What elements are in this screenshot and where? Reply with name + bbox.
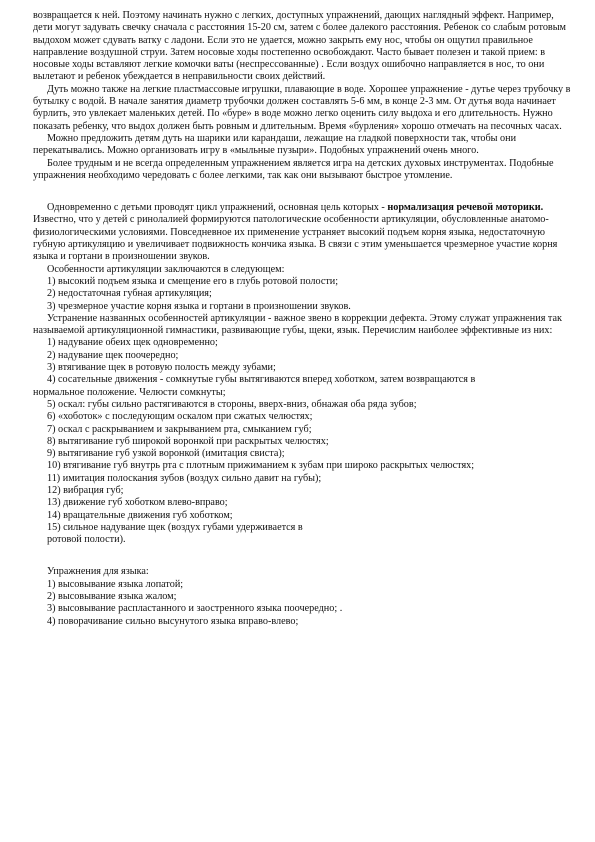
feature-item: 2) недостаточная губная артикуляция;	[47, 288, 212, 300]
exercise-item: 15) сильное надувание щек (воздух губами удерживается в	[47, 521, 303, 533]
paragraph-blowing-toys: Дуть можно также на легкие пластмассовые игрушки, плавающие в воде. Хорошее упражнение - дутье через трубочку в бутылку с водой. В начале занятия диаметр трубочки должен составлять 5-6 мм, в конце 2-3 мм. От дутья вода начинает бурлить, это увлекает маленьких детей. По «буре» в воде можно легко оценить силу выдоха и его длительность. Нужно показать ребенку, что выдох должен быть ровным и длительным. Время «бурления» хорошо отмечать на песочных часах.	[33, 83, 571, 132]
exercise-item: 8) вытягивание губ широкой воронкой при раскрытых челюстях;	[47, 435, 329, 447]
tongue-item: 3) высовывание распластанного и заостренного языка поочередно; .	[47, 603, 343, 615]
exercise-item: 13) движение губ хоботком влево-вправо;	[47, 497, 228, 509]
tongue-item: 1) высовывание языка лопатой;	[47, 578, 184, 590]
paragraph-breath-intro: возвращается к ней. Поэтому начинать нужно с легких, доступных упражнений, дающих наглядный эффект. Например, дети могут задувать свечку сначала с расстояния 15-20 см, затем с более далекого расстояния. Ребенок со слабым ротовым выдохом может сдувать ватку с ладони. Если это не удается, можно закрыть ему нос, чтобы он ощутил правильное направление воздушной струи. Затем носовые ходы постепенно освобождают. Часто бывает полезен и такой прием: в носовые ходы вставляют легкие комочки ваты (неспрессованные) . Если воздух ошибочно направляется в нос, то они вылетают и ребенок убеждается в неправильности своих действий.	[33, 10, 567, 83]
paragraph-wind-instruments: Более трудным и не всегда определенным упражнением является игра на детских духовых инструментах. Подобные упражнения необходимо чередовать с более легкими, так как они вызывают быстрое утомление.	[33, 157, 554, 181]
exercise-item-continuation: нормальное положение. Челюсти сомкнуты;	[33, 386, 226, 398]
speech-motor-lead: Одновременно с детьми проводят цикл упражнений, основная цель которых -	[47, 202, 388, 214]
exercise-item: 10) втягивание губ внутрь рта с плотным прижиманием к зубам при широко раскрытых челюстях;	[47, 460, 475, 472]
exercise-item: 5) оскал: губы сильно растягиваются в стороны, вверх-вниз, обнажая оба ряда зубов;	[47, 398, 417, 410]
document-page	[33, 10, 573, 628]
spacer	[33, 182, 573, 202]
exercise-item: 14) вращательные движения губ хоботком;	[47, 509, 233, 521]
feature-item: 1) высокий подъем языка и смещение его в глубь ротовой полости;	[47, 275, 339, 287]
tongue-item: 2) высовывание языка жалом;	[47, 591, 177, 603]
features-heading: Особенности артикуляции заключаются в следующем:	[47, 263, 285, 275]
feature-item: 3) чрезмерное участие корня языка и гортани в произношении звуков.	[47, 300, 351, 312]
exercise-item: 11) имитация полоскания зубов (воздух сильно давит на губы);	[47, 472, 322, 484]
exercise-item: 12) вибрация губ;	[47, 484, 124, 496]
speech-motor-bold: нормализация речевой моторики.	[387, 202, 544, 214]
speech-motor-rest: Известно, что у детей с ринолалией формируются патологические особенности артикуляции, обусловленные анатомо-физиологическими условиями. Повседневное их применение устраняет высокий подъем корня языка, недостаточную губную артикуляцию и увеличивает подвижность кончика языка. В связи с этим уменьшается чрезмерное участие корня языка и гортани в произношении звуков.	[33, 214, 558, 263]
spacer	[33, 546, 573, 566]
exercise-item: 1) надувание обеих щек одновременно;	[47, 337, 218, 349]
exercise-item: 2) надувание щек поочередно;	[47, 349, 179, 361]
paragraph-speech-motor	[33, 202, 573, 263]
exercise-item: 6) «хоботок» с последующим оскалом при сжатых челюстях;	[47, 411, 313, 423]
exercise-item: 9) вытягивание губ узкой воронкой (имитация свиста);	[47, 448, 285, 460]
paragraph-gymnastics: Устранение названных особенностей артикуляции - важное звено в коррекции дефекта. Этому служат упражнения так называемой артикуляционной гимнастики, развивающие губы, щеки, язык. Перечислим наиболее эффективные из них:	[33, 312, 562, 337]
tongue-item: 4) поворачивание сильно высунутого языка вправо-влево;	[47, 615, 299, 627]
exercise-item: 7) оскал с раскрыванием и закрыванием рта, смыканием губ;	[47, 423, 312, 435]
paragraph-rolling-pencils: Можно предложить детям дуть на шарики или карандаши, лежащие на гладкой поверхности так, чтобы они перекатывались. Можно организовать игру в «мыльные пузыри». Подобных упражнений очень много.	[33, 132, 517, 157]
exercise-item: 4) сосательные движения - сомкнутые губы вытягиваются вперед хоботком, затем возвращаются в	[47, 374, 476, 386]
exercise-item-continuation: ротовой полости).	[47, 534, 126, 546]
exercise-item: 3) втягивание щек в ротовую полость между зубами;	[47, 362, 276, 374]
tongue-heading: Упражнения для языка:	[47, 566, 149, 578]
